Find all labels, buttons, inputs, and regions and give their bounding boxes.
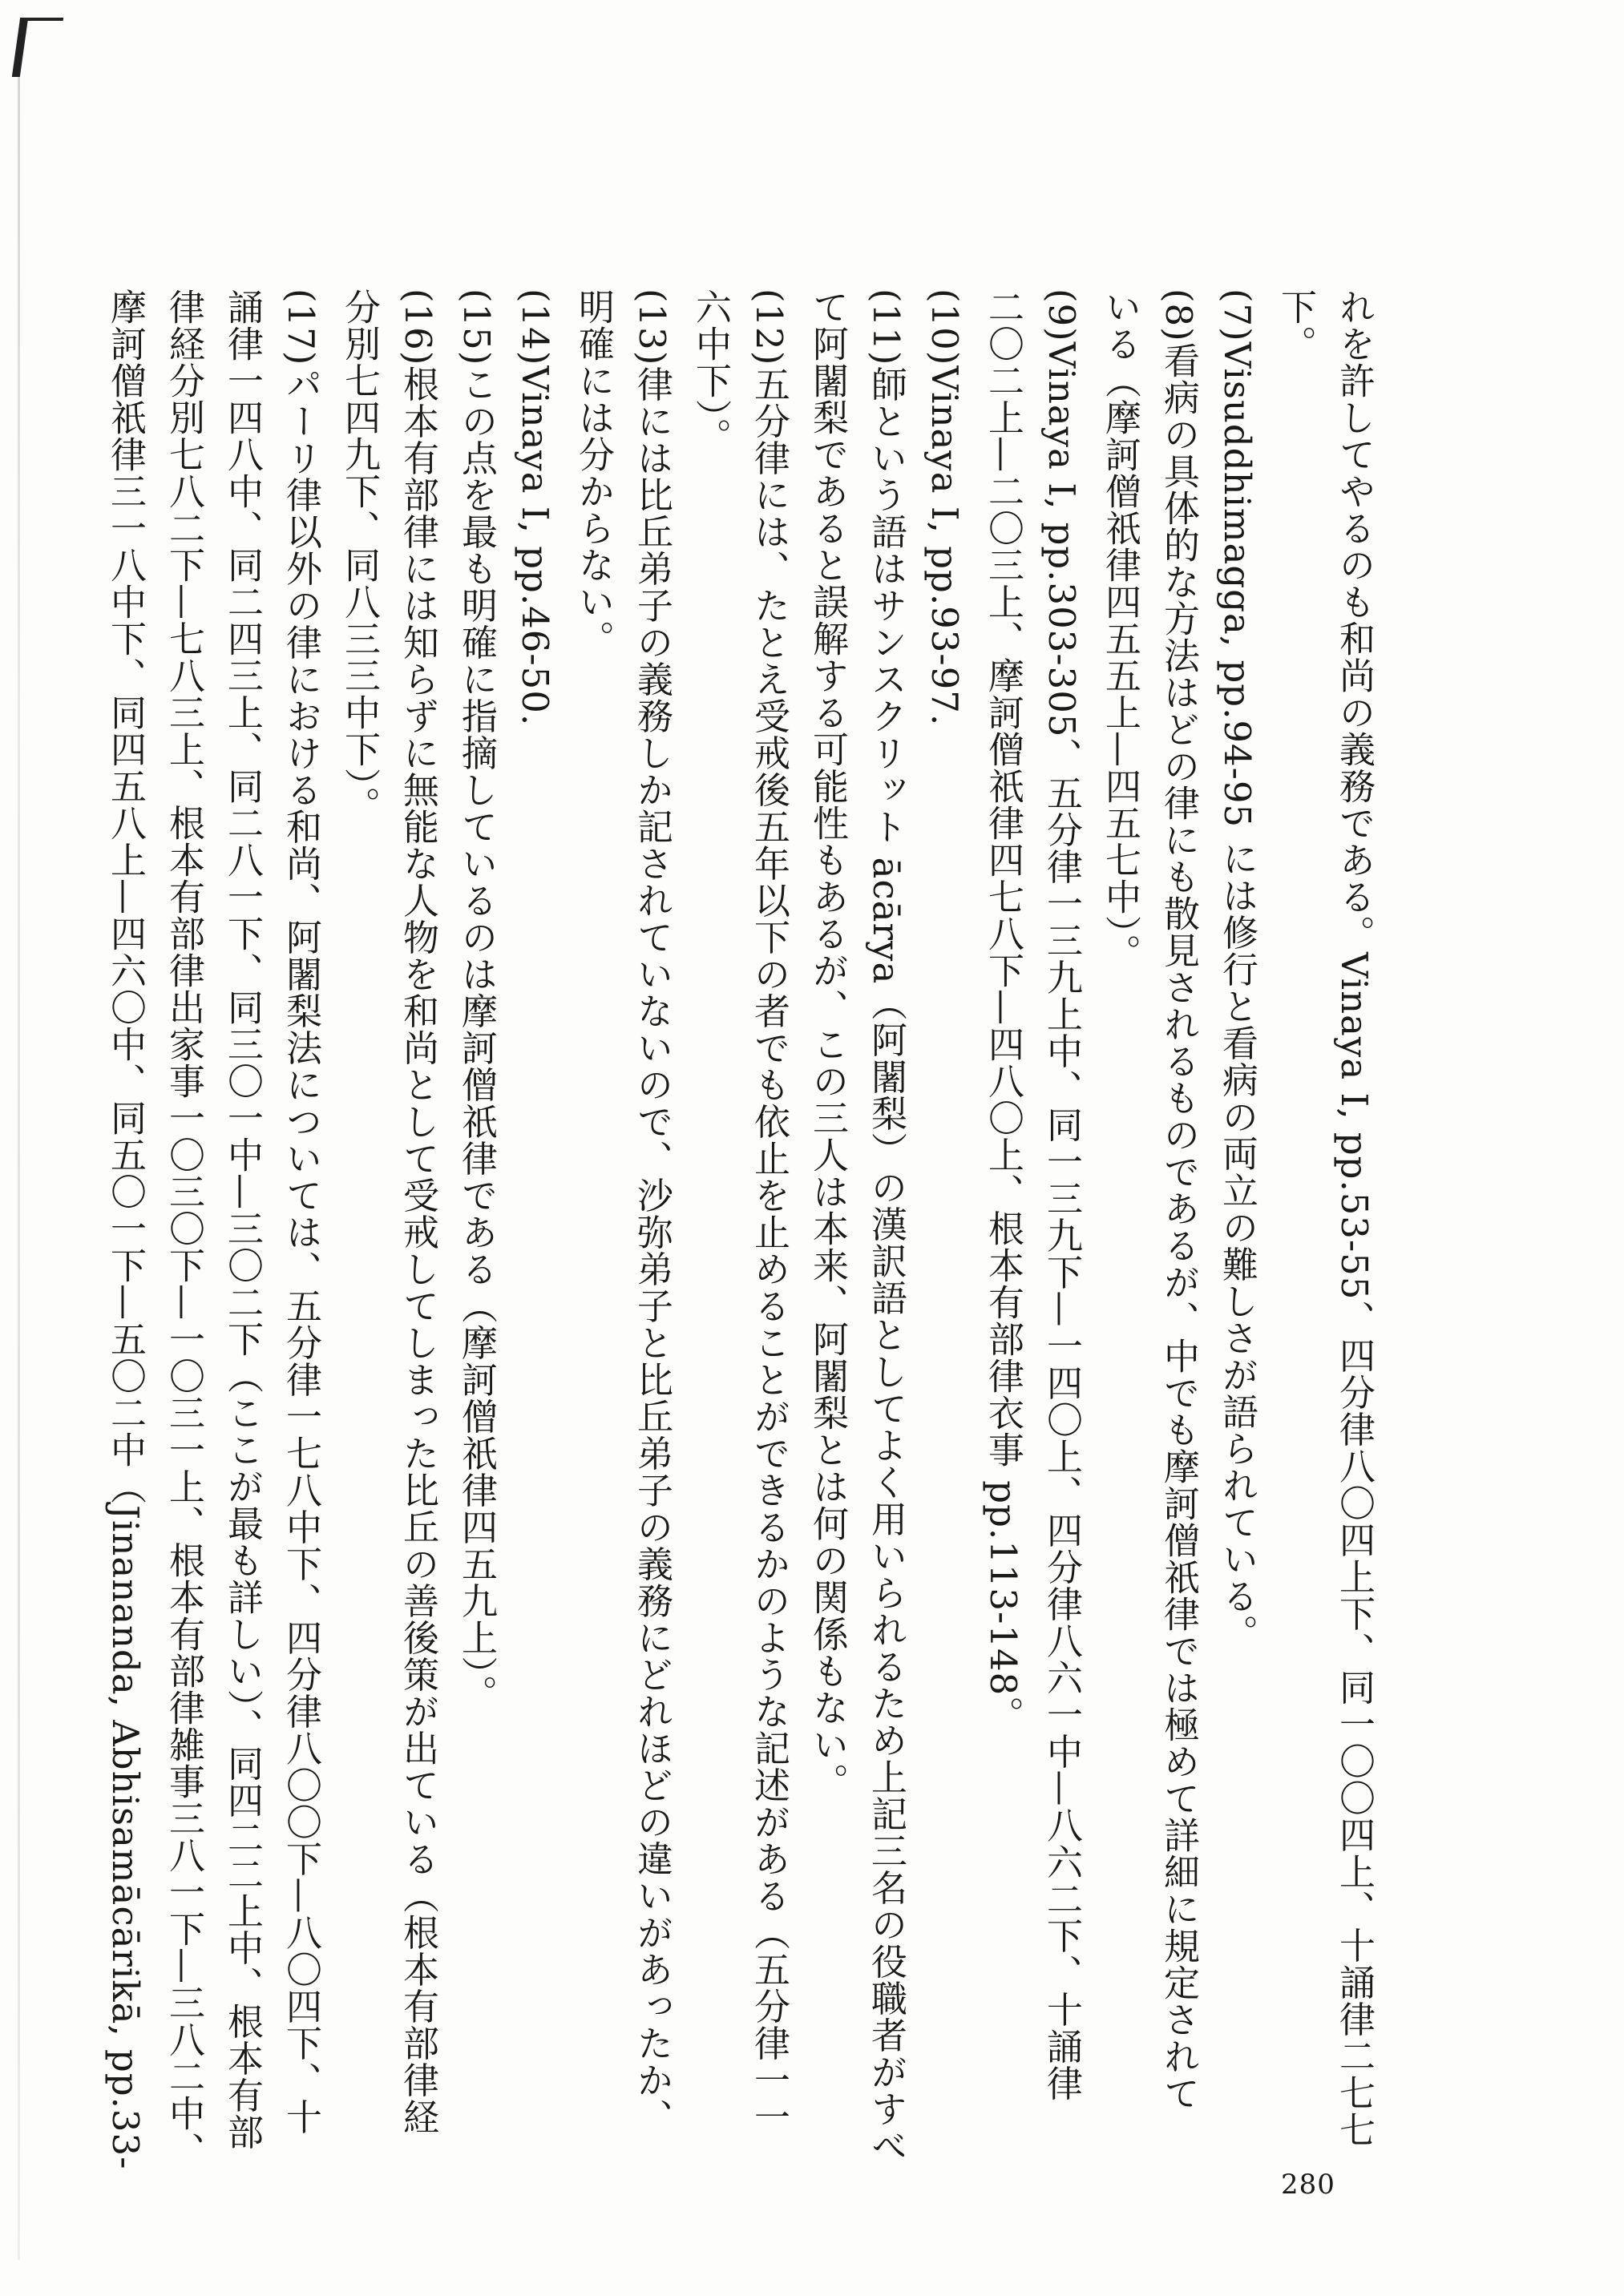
text-line [623, 289, 681, 2136]
note-text: いる（摩訶僧祇律四五五上—四五七中）。 [1099, 289, 1141, 971]
note-text: れを許してやるのも和尚の義務である。Vinaya I, pp.53-55、四分律八〇四上下、同一〇〇四上、十誦律二七七 [1333, 289, 1376, 2149]
note-text: 師という語はサンスクリット ācārya（阿闍梨）の漢訳語としてよく用いられるため上記三名の役職者がすべ [865, 365, 907, 2165]
text-line [389, 289, 447, 2136]
text-line [681, 289, 740, 2116]
text-line [272, 289, 330, 2136]
note-text: 根本有部律には知らずに無能な人物を和尚として受戒してしまった比丘の善後策が出ている（根本有部律経 [397, 365, 439, 2136]
note-number: (16) [397, 289, 439, 366]
note-text: て阿闍梨であると誤解する可能性もあるが、この三人は本来、阿闍梨とは何の関係もない。 [806, 289, 849, 1800]
note-text: 律経分別七八二下—七八三上、根本有部律出家事一〇三〇下—一〇三一上、根本有部律雑事三八一下—三八二中、 [163, 289, 205, 2169]
note-text: 六中下）。 [689, 289, 732, 455]
note-text: 誦律一四八中、同二四三上、同二八一下、同三〇一中—三〇二下（ここが最も詳しい）、同四二二上中、根本有部 [221, 289, 264, 2151]
page-number: 280 [1281, 2169, 1335, 2201]
note-text: Vinaya I, pp.93-97. [923, 365, 966, 727]
note-text: 分別七四九下、同八三三中下）。 [338, 289, 381, 824]
note-text: Vinaya I, pp.46-50. [514, 365, 556, 727]
text-line [798, 289, 857, 2116]
note-text: 二〇二上—二〇三上、摩訶僧祇律四七八下—四八〇上、根本有部律衣事 pp.113-148。 [982, 289, 1024, 1733]
text-line [1266, 289, 1325, 2116]
text-line [1091, 289, 1149, 2116]
text-line [915, 289, 974, 2116]
note-number: (9) [1040, 289, 1083, 342]
note-text: 五分律には、たとえ受戒後五年以下の者でも依止を止めることができるかのような記述がある（五分律一一 [748, 365, 790, 2136]
text-line [96, 289, 155, 2170]
note-number: (13) [631, 289, 673, 366]
note-text: 摩訶僧祇律三一八中下、同四五八上—四六〇中、同五〇一下—五〇二中（Jinananda, Abhisamācārikā, pp.33- [104, 289, 147, 2170]
note-text: 看病の具体的な方法はどの律にも散見されるものであるが、中でも摩訶僧祇律では極めて詳細に規定されて [1157, 341, 1200, 2112]
note-text: 下。 [1275, 289, 1317, 362]
note-number: (10) [923, 289, 966, 366]
note-text: 明確には分からない。 [572, 289, 615, 657]
text-line [447, 289, 506, 2116]
note-number: (8) [1157, 289, 1200, 342]
note-text: 律には比丘弟子の義務しか記されていないので、沙弥弟子と比丘弟子の義務にどれほどの違いがあったか、 [631, 365, 673, 2136]
text-line [1325, 289, 1384, 2149]
text-line [857, 289, 915, 2165]
note-number: (14) [514, 289, 556, 366]
footnotes-vertical-text [104, 289, 1384, 2170]
text-line [155, 289, 213, 2169]
text-line [1149, 289, 1208, 2116]
note-text: パーリ律以外の律における和尚、阿闍梨法については、五分律一七八中下、四分律八〇〇下—八〇四下、十 [280, 365, 322, 2136]
text-line [330, 289, 389, 2116]
note-number: (11) [865, 289, 907, 366]
text-line [564, 289, 623, 2116]
text-line [974, 289, 1032, 2116]
note-text: Visuddhimagga, pp.94-95 には修行と看病の両立の難しさが語られている。 [1216, 341, 1258, 1652]
text-line [1208, 289, 1266, 2116]
text-line [213, 289, 272, 2151]
scan-edge-artifact [18, 48, 20, 2260]
text-line [740, 289, 798, 2136]
note-number: (15) [455, 289, 498, 366]
note-number: (12) [748, 289, 790, 366]
scan-corner-mark [12, 18, 63, 77]
note-number: (7) [1216, 289, 1258, 342]
note-number: (17) [280, 289, 322, 366]
note-text: Vinaya I, pp.303-305、五分律一三九上中、同一三九下—一四〇上、四分律八六一中—八六二下、十誦律 [1040, 341, 1083, 2102]
text-line [506, 289, 564, 2116]
text-line [1032, 289, 1091, 2116]
note-text: この点を最も明確に指摘しているのは摩訶僧祇律である（摩訶僧祇律四五九上）。 [455, 365, 498, 1712]
